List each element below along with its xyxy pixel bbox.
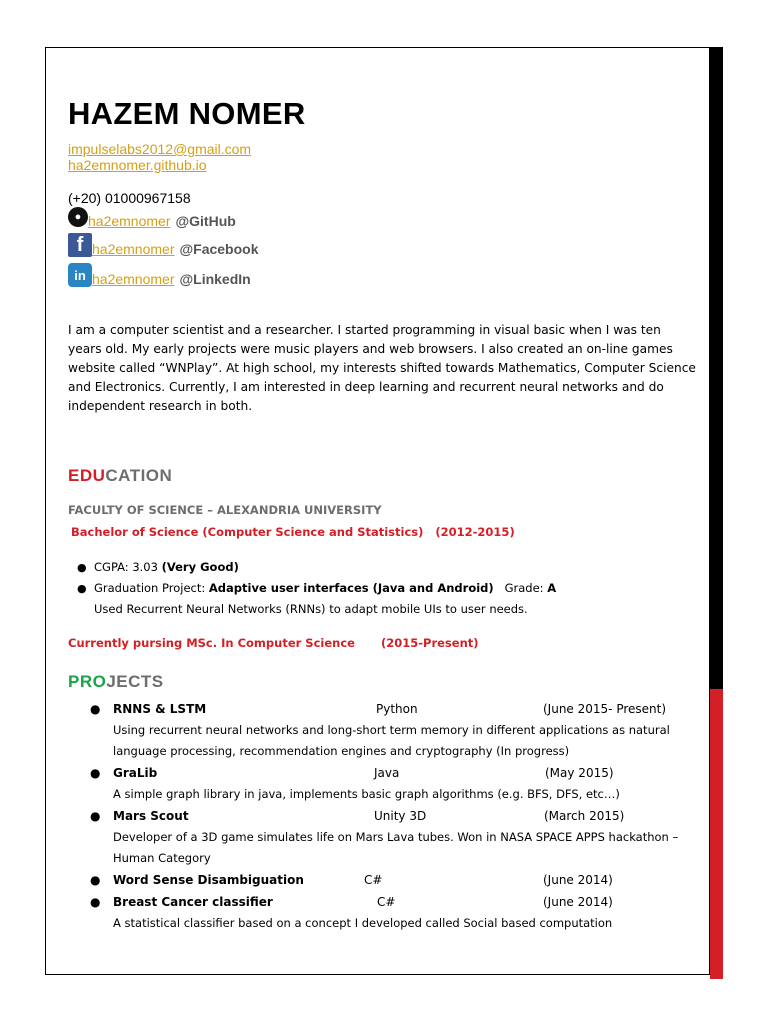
grade-value: A — [547, 581, 557, 595]
phone-number: (+20) 01000967158 — [68, 190, 191, 206]
project-row — [68, 805, 688, 827]
projects-list — [68, 698, 688, 934]
faculty-name: FACULTY OF SCIENCE – ALEXANDRIA UNIVERSITY — [68, 503, 382, 517]
msc-text: Currently pursing MSc. In Computer Science — [68, 636, 355, 650]
website-link[interactable]: ha2emnomer.github.io — [68, 157, 207, 173]
project-row — [68, 891, 688, 913]
cgpa-label: CGPA: 3.03 — [94, 560, 162, 574]
bullet-icon: ● — [77, 561, 87, 574]
project-date: (June 2014) — [543, 873, 613, 887]
education-heading-rest: CATION — [105, 466, 173, 485]
github-handle-link[interactable]: ha2emnomer — [88, 213, 171, 229]
social-github — [68, 207, 236, 229]
summary-paragraph: I am a computer scientist and a researcher. I started programming in visual basic when I was ten years old. My early projects were music players and web browsers. I also created an on-line games website called “WNPlay”. At high school, my interests shifted towards Mathematics, Computer Science and Electronics. Currently, I am interested in deep learning and recurrent neural networks and do independent research in both. — [68, 323, 696, 413]
github-icon: ● — [68, 207, 88, 227]
projects-heading — [68, 672, 164, 692]
project-date: (March 2015) — [544, 809, 625, 823]
project-name: GraLib — [113, 766, 158, 780]
bullet-icon: ● — [90, 809, 101, 823]
project-description: A statistical classifier based on a concept I developed called Social based computation — [113, 916, 613, 930]
list-item — [68, 557, 668, 578]
project-row — [68, 698, 688, 720]
msc-line — [68, 636, 668, 650]
project-language: Python — [376, 702, 418, 716]
project-language: Java — [374, 766, 400, 780]
graduation-project-label: Graduation Project: — [94, 581, 209, 595]
project-name: Mars Scout — [113, 809, 189, 823]
linkedin-icon: in — [68, 263, 92, 287]
side-bar-black — [710, 47, 723, 689]
project-name: Word Sense Disambiguation — [113, 873, 304, 887]
project-description: A simple graph library in java, implements basic graph algorithms (e.g. BFS, DFS, etc…) — [113, 787, 620, 801]
msc-period: (2015-Present) — [381, 636, 479, 650]
project-name: RNNS & LSTM — [113, 702, 207, 716]
projects-heading-highlight: PRO — [68, 672, 107, 691]
linkedin-suffix: @LinkedIn — [179, 271, 251, 287]
list-item — [68, 578, 668, 599]
project-date: (June 2015- Present) — [543, 702, 667, 716]
project-date: (May 2015) — [545, 766, 614, 780]
project-row — [68, 869, 688, 891]
social-linkedin — [68, 263, 251, 287]
facebook-suffix: @Facebook — [179, 241, 259, 257]
projects-heading-rest: JECTS — [106, 672, 164, 691]
facebook-handle-link[interactable]: ha2emnomer — [92, 241, 175, 257]
education-heading — [68, 466, 172, 486]
github-suffix: @GitHub — [175, 213, 236, 229]
education-details — [68, 557, 668, 620]
project-language: Unity 3D — [374, 809, 427, 823]
education-heading-highlight: EDU — [68, 466, 106, 485]
degree-line: Bachelor of Science (Computer Science and Statistics) (2012-2015) — [71, 525, 515, 539]
email-link[interactable]: impulselabs2012@gmail.com — [68, 141, 252, 157]
project-description: Using recurrent neural networks and long-short term memory in different applications as natural language processing, recommendation engines and cryptography (In progress) — [113, 723, 670, 758]
bullet-icon: ● — [90, 895, 101, 909]
social-facebook — [68, 233, 259, 257]
bullet-icon: ● — [90, 873, 101, 887]
facebook-icon: f — [68, 233, 92, 257]
project-description: Developer of a 3D game simulates life on Mars Lava tubes. Won in NASA SPACE APPS hackathon – Human Category — [113, 830, 679, 865]
bullet-icon: ● — [90, 766, 101, 780]
project-language: C# — [364, 873, 383, 887]
graduation-project-title: Adaptive user interfaces (Java and Android) — [208, 581, 494, 595]
cgpa-grade: (Very Good) — [161, 560, 239, 574]
linkedin-handle-link[interactable]: ha2emnomer — [92, 271, 175, 287]
bullet-icon: ● — [90, 702, 101, 716]
project-row — [68, 762, 688, 784]
project-name: Breast Cancer classifier — [113, 895, 273, 909]
grade-label: Grade: — [493, 581, 548, 595]
graduation-project-note: Used Recurrent Neural Networks (RNNs) to adapt mobile UIs to user needs. — [94, 602, 528, 616]
project-language: C# — [377, 895, 396, 909]
bullet-icon: ● — [77, 582, 87, 595]
project-date: (June 2014) — [543, 895, 613, 909]
resume-name: HAZEM NOMER — [68, 96, 306, 131]
side-bar-red — [710, 689, 723, 979]
